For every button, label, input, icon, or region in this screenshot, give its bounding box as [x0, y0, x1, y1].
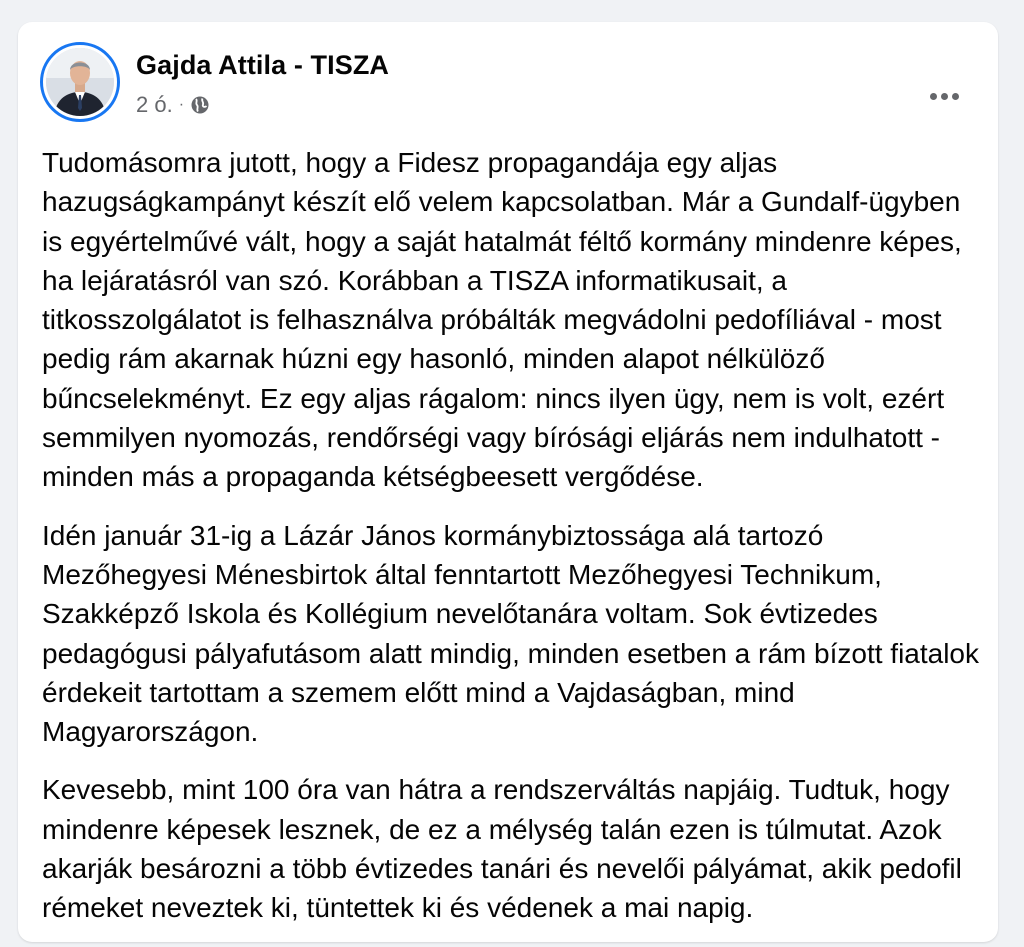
avatar-photo — [46, 48, 114, 116]
avatar[interactable] — [46, 48, 114, 116]
post-card — [18, 22, 998, 942]
meta-separator: · — [178, 96, 185, 113]
author-name[interactable]: Gajda Attila - TISZA — [136, 50, 390, 80]
more-dots-icon — [930, 93, 937, 100]
post-paragraph: Tudomásomra jutott, hogy a Fidesz propagandája egy aljas hazugságkampányt készít elő velem kapcsolatban. Már a Gundalf-ügyben is egyértelművé vált, hogy a saját hatalmát féltő kormány mindenre képes, ha lejáratásról van szó. Korábban a TISZA informatikusait, a titkosszolgálatot is felhasználva próbálták megvádolni pedofíliával - most pedig rám akarnak húzni egy hasonló, minden alapot nélkülöző bűncselekményt. Ez egy aljas rágalom: nincs ilyen ügy, nem is volt, ezért semmilyen nyomozás, rendőrségi vagy bírósági eljárás nem indulhatott - minden más a propaganda kétségbeesett vergődése. — [42, 147, 962, 493]
more-dots-icon — [941, 93, 948, 100]
post-paragraph: Idén január 31-ig a Lázár János kormánybiztossága alá tartozó Mezőhegyesi Ménesbirtok által fenntartott Mezőhegyesi Technikum, Szakképző Iskola és Kollégium nevelőtanára voltam. Sok évtizedes pedagógusi pályafutásom alatt mindig, minden esetben a rám bízott fiatalok érdekeit tartottam a szemem előtt mind a Vajdaságban, mind Magyarországon. — [42, 519, 980, 748]
post-meta — [136, 92, 210, 118]
post-header — [40, 42, 976, 122]
globe-icon[interactable] — [190, 95, 210, 115]
post-time[interactable]: 2 ó. — [136, 92, 173, 117]
more-dots-icon — [952, 93, 959, 100]
post-paragraph: Kevesebb, mint 100 óra van hátra a rendszerváltás napjáig. Tudtuk, hogy mindenre képesek lesznek, de ez a mélység talán ezen is túlmutat. Azok akarják besározni a több évtizedes tanári és nevelői pályámat, akik pedofil rémeket neveztek ki, tüntettek ki és védenek a mai napig. — [42, 774, 962, 924]
more-options-button[interactable] — [922, 80, 966, 112]
post-text — [42, 143, 982, 947]
avatar-story-ring[interactable] — [40, 42, 120, 122]
